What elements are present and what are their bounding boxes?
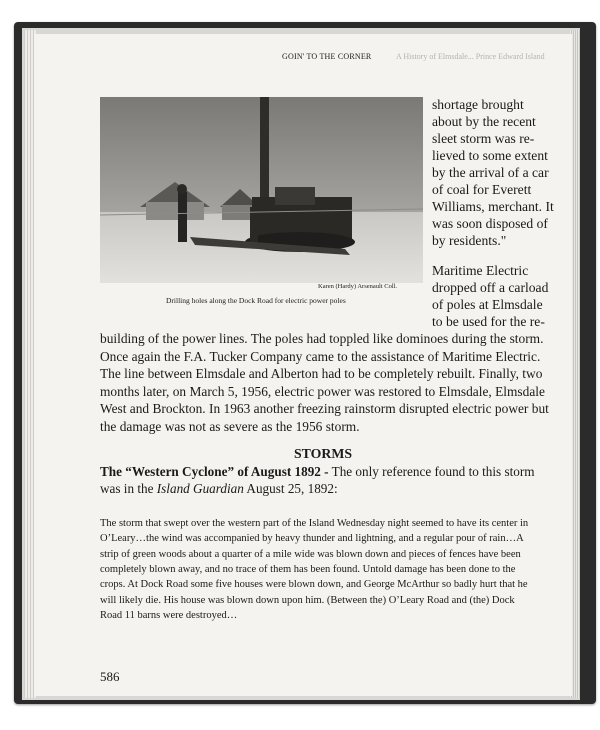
running-head: GOIN' TO THE CORNER bbox=[282, 52, 372, 61]
column-line: Maritime Electric bbox=[432, 263, 529, 278]
quote-line: The storm that swept over the western part of the Island Wednesday night seemed to have its center in bbox=[100, 518, 529, 529]
show-through-head: A History of Elmsdale... Prince Edward Island bbox=[396, 52, 545, 61]
page-number: 586 bbox=[100, 669, 120, 684]
column-line: of poles at Elmsdale bbox=[432, 297, 543, 312]
column-line: about by the recent bbox=[432, 114, 536, 129]
body-line: The line between Elmsdale and Alberton had to be completely rebuilt. Finally, two bbox=[100, 366, 543, 382]
quote-line: Road 11 barns were destroyed… bbox=[100, 609, 238, 621]
body-line: Once again the F.A. Tucker Company came to the assistance of Maritime Electric. bbox=[100, 348, 541, 364]
quote-line: crops. At Dock Road some five houses were blown down, and George McArthur so badly hurt that he bbox=[100, 579, 528, 591]
photo-illustration bbox=[100, 97, 423, 283]
archival-photo bbox=[100, 97, 423, 283]
column-line: by residents." bbox=[432, 233, 507, 248]
column-line: sleet storm was re- bbox=[432, 131, 535, 146]
column-line: Williams, merchant. It bbox=[432, 199, 554, 214]
quote-line: will likely die. His house was blown down upon him. (Between the) O’Leary Road and (the) Dock bbox=[100, 594, 515, 606]
column-line: by the arrival of a car bbox=[432, 165, 549, 180]
source-newspaper: Island Guardian bbox=[156, 481, 244, 496]
column-line: to be used for the re- bbox=[432, 314, 545, 329]
column-line: of coal for Everett bbox=[432, 182, 532, 197]
body-line: the damage was not as severe as the 1956 storm. bbox=[100, 419, 360, 434]
quote-line: O’Leary…the wind was accompanied by heavy thunder and lightning, and a regular pour of rain…A bbox=[100, 533, 524, 545]
source-pre: was in the bbox=[100, 481, 157, 496]
quote-line: completely blown away, and no trace of them has been found. Untold damage has been done to the bbox=[100, 563, 516, 575]
storm-intro-line bbox=[100, 463, 555, 480]
column-line: was soon disposed of bbox=[432, 216, 548, 231]
column-line: dropped off a carload bbox=[432, 280, 549, 295]
quote-line: strip of green woods about a quarter of a mile wide was blown down and pieces of fences have been bbox=[100, 548, 521, 560]
section-heading: STORMS bbox=[294, 446, 353, 461]
body-line: West and Brockton. In 1963 another freezing rainstorm disrupted electric power but bbox=[100, 401, 549, 417]
body-line: months later, on March 5, 1956, electric power was restored to Elmsdale, Elmsdale bbox=[100, 383, 545, 399]
body-line: building of the power lines. The poles had toppled like dominoes during the storm. bbox=[100, 331, 544, 346]
storm-title: The “Western Cyclone” of August 1892 - bbox=[100, 464, 329, 479]
photo-credit: Karen (Hardy) Arsenault Coll. bbox=[318, 283, 398, 290]
column-line: shortage brought bbox=[432, 97, 524, 112]
storm-intro-rest: The only reference found to this storm bbox=[328, 464, 535, 479]
column-line: lieved to some extent bbox=[432, 148, 548, 163]
storm-source-line bbox=[100, 480, 555, 497]
photo-caption: Drilling holes along the Dock Road for electric power poles bbox=[166, 296, 346, 305]
source-post: August 25, 1892: bbox=[243, 481, 338, 496]
